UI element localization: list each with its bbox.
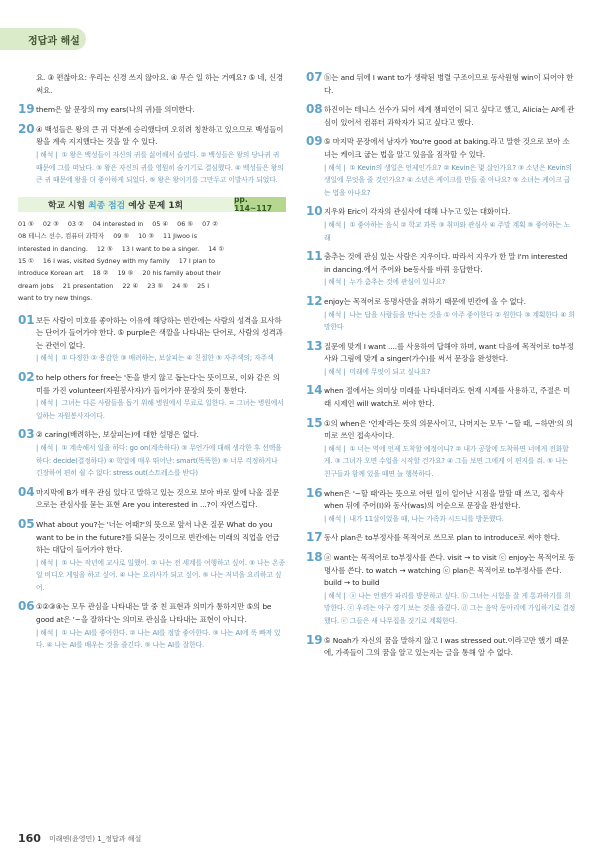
page-number: 160 xyxy=(18,832,41,845)
answer-key-cell: 06 ⑤ xyxy=(177,219,194,228)
translation-tag: | 해석 | xyxy=(36,150,58,159)
question-number: 11 xyxy=(306,249,323,264)
answer-key-cell: 11 Jiwoo is xyxy=(163,232,198,241)
answer-key-cell: 10 ③ xyxy=(138,232,155,241)
translation-note: | 해석 | 그녀는 다른 사람들을 돕기 위해 병원에서 무료로 일한다. = 그녀는 병원에서 일하는 자원봉사자이다. xyxy=(36,399,284,420)
answer-key-cell: 03 ② xyxy=(67,219,84,228)
translation-note: | 해석 | ① 좋아하는 음식 ② 학교 과목 ③ 취미와 관심사 ④ 주말 계획 ⑤ 좋아하는 노래 xyxy=(324,220,570,242)
answer-text: What about you?는 '너는 어때?'의 뜻으로 앞서 나온 질문 What do you want to be in the future?를 되묻는 것이므로 빈칸에는 미래의 직업을 언급하는 대답이 들어가야 한다. xyxy=(36,519,280,555)
translation-tag: | 해석 | xyxy=(36,443,58,452)
translation-note: | 해석 | ⓐ 나는 언젠가 파리를 방문하고 싶다. ⓑ 그녀는 시험을 잘 게 통과하기를 희망한다. ⓒ 우리는 야구 경기 보는 것을 즐겼다. ⓓ 그는 음악 동아리에 가입하기로 결정했다. ⓔ 그들은 새 나무집을 짓기로 계획한다. xyxy=(324,591,576,625)
question-number: 20 xyxy=(18,121,35,136)
answer-key-cell: 04 interested in xyxy=(92,219,144,228)
right-column xyxy=(306,72,576,667)
translation-tag: | 해석 | xyxy=(36,354,58,363)
answer-key-cell: introduce Korean art xyxy=(18,269,84,278)
answer-item xyxy=(306,136,576,199)
answer-item xyxy=(18,72,286,97)
answer-item xyxy=(306,552,576,628)
answer-text: ①의 when은 '언제'라는 뜻의 의문사이고, 나머지는 모두 '~할 때, ~하면'의 의미로 쓰인 접속사이다. xyxy=(324,418,573,441)
answer-item xyxy=(306,338,576,379)
answer-key-cell: 08 테니스 선수, 컴퓨터 과학자 xyxy=(18,232,105,241)
exam-section-title: 학교 시험 최종 점검 예상 문제 1회 xyxy=(48,200,183,211)
answer-key-cell: 09 ⑤ xyxy=(113,232,130,241)
answer-item xyxy=(306,251,576,289)
translation-tag: | 해석 | xyxy=(36,558,58,567)
answer-text: enjoy는 목적어로 동명사만을 취하기 때문에 빈칸에 올 수 없다. xyxy=(324,296,526,306)
question-number: 15 xyxy=(306,415,323,430)
answer-key-row xyxy=(18,230,286,242)
question-number: 03 xyxy=(18,427,35,442)
answer-key-row xyxy=(18,280,286,292)
answer-key-cell: 22 ④ xyxy=(122,281,139,290)
answer-key-cell: 23 ⑤ xyxy=(147,281,164,290)
question-number: 14 xyxy=(306,383,323,398)
answer-text: when은 '~할 때'라는 뜻으로 어떤 일이 일어난 시점을 말할 때 쓰고, 접속사 when 뒤에 주어(I)와 동사(was)의 어순으로 문장을 완성한다. xyxy=(324,488,564,511)
translation-tag: | 해석 | xyxy=(324,591,346,600)
question-number: 01 xyxy=(18,312,35,327)
question-number: 07 xyxy=(306,70,323,84)
answer-key xyxy=(18,218,286,305)
header-label: 정답과 해설 xyxy=(28,35,80,47)
answer-item xyxy=(18,601,286,651)
answer-key-cell: 01 ⑤ xyxy=(18,219,34,228)
question-number: 19 xyxy=(18,102,35,117)
answer-key-cell: 16 I was, visited Sydney with my family xyxy=(42,256,170,265)
translation-tag: | 해석 | xyxy=(324,220,346,229)
section-header-tab xyxy=(0,28,86,50)
answer-key-cell: 12 ⑤ xyxy=(96,244,113,253)
translation-note: | 해석 | ① 너는 역에 언제 도착할 예정이니? ② 내가 공항에 도착하면 너에게 전화할게. ③ 그녀가 오면 수업을 시작할 건가요? ④ 그들 보면 그에게 이 편지를 줘. ⑤ 나는 친구들과 함께 있을 때면 늘 행복하다. xyxy=(324,444,569,479)
answer-key-cell: dream jobs xyxy=(18,281,54,290)
answer-text: ② caring(배려하는, 보살피는)에 대한 설명은 없다. xyxy=(36,430,199,440)
translation-tag: | 해석 | xyxy=(324,444,346,453)
answer-key-cell: 05 ④ xyxy=(152,219,169,228)
answer-item xyxy=(18,516,286,595)
answer-text: 요. ③ 편찮아요: 우리는 신경 쓰지 않아요. ④ 무슨 일 하는 거예요? ⑤ 네, 신경 써요. xyxy=(36,73,284,95)
answer-key-cell: 24 ⑤ xyxy=(172,281,189,290)
question-number: 12 xyxy=(306,293,323,308)
answer-text: 동사 plan은 to부정사를 목적어로 쓰므로 plan to introduce로 써야 한다. xyxy=(324,533,560,543)
right-explanations xyxy=(306,72,576,660)
answer-item xyxy=(306,72,576,97)
answer-key-cell: 19 ⑤ xyxy=(117,269,134,278)
question-number: 19 xyxy=(306,632,323,647)
answer-item xyxy=(18,484,286,512)
question-number: 04 xyxy=(18,484,35,499)
question-number: 05 xyxy=(18,516,35,531)
translation-note: | 해석 | ① 나는 작년에 교사로 일했어. ② 나는 전 세계를 여행하고 싶어. ③ 나는 온종일 비디오 게임을 하고 싶어. ④ 나는 요리사가 되고 싶어. ⑤ 나는 저녁을 요리하고 싶어. xyxy=(36,558,285,592)
translation-note: | 해석 | ① 계속해서 일을 하다: go on(계속하다) ③ 무언가에 대해 생각한 후 선택을 하다: decide(결정하다) ④ 학업에 매우 뛰어난: smart(똑똑한) ⑤ 너무 걱정하거나 긴장하여 편히 쉴 수 없다: stress out(스트레스를 받다) xyxy=(36,443,282,478)
translation-tag: | 해석 | xyxy=(324,278,346,287)
translation-note: | 해석 | ① Kevin의 생일은 언제인가요? ② Kevin은 몇 살인가요? ③ 소년은 Kevin의 생일에 무엇을 줄 것인가요? ④ 소년은 케이크를 만들 줄 아나요? ⑤ 소녀는 케이크 굽는 법을 아나요? xyxy=(324,163,573,197)
answer-item xyxy=(18,429,286,479)
answer-key-row xyxy=(18,292,286,304)
answer-item xyxy=(18,369,286,422)
answer-item xyxy=(306,632,576,660)
answer-key-cell: 07 ② xyxy=(202,219,218,228)
answer-key-row xyxy=(18,243,286,255)
answer-text: ①②③④는 모두 관심을 나타내는 말 중 친 표현과 의미가 통하지만 ⑤의 be good at은 '~을 잘하다'는 의미로 관심을 나타내는 표현이 아니다. xyxy=(36,602,272,625)
answer-item xyxy=(306,385,576,410)
left-top-items xyxy=(18,72,286,187)
question-number: 09 xyxy=(306,134,323,149)
question-number: 17 xyxy=(306,530,323,545)
answer-text: ⓐ want는 목적어로 to부정사를 쓴다. visit → to visit ⓒ enjoy는 목적어로 동명사를 쓴다. to watch → watching ⓔ plan은 목적어로 to부정사를 쓴다. build → to build xyxy=(324,553,575,588)
translation-note: | 해석 | ① 다정한 ② 용감한 ③ 배려하는, 보살피는 ④ 친절한 ⑤ 자주색의; 자주색 xyxy=(36,354,274,363)
translation-note: | 해석 | 나는 답을 사람들을 만나는 것을 ① 아주 좋아한다 ② 원한다 ③ 계획한다 ④ 희망한다 xyxy=(324,310,575,332)
translation-tag: | 해석 | xyxy=(36,628,58,637)
answer-key-row xyxy=(18,255,286,267)
answer-text: 질문에 맞게 I want ....를 사용하여 답해야 하며, want 다음에 목적어로 to부정사와 그림에 맞게 a singer(가수)를 써서 문장을 완성한다. xyxy=(324,341,574,364)
answer-key-row xyxy=(18,267,286,279)
answer-text: 춤추는 것에 관심 있는 사람은 지우이다. 따라서 지우가 한 말 I'm interested in dancing.에서 주어와 be동사를 바꿔 응답한다. xyxy=(324,252,568,274)
left-explanations xyxy=(18,312,286,652)
answer-text: to help others for free는 '돈을 받지 않고 돕는다'는 뜻이므로, 이와 같은 의미를 가진 volunteer(자원봉사자)가 들어가야 문장의 뜻이 통한다. xyxy=(36,372,280,395)
left-column xyxy=(18,72,286,659)
answer-text: 마지막에 B가 배우 관심 있다고 말하고 있는 것으로 보아 바로 앞에 나올 질문으로는 관심사를 묻는 표현 Are you interested in ...?이 자연스럽다. xyxy=(36,487,280,510)
translation-note: | 해석 | 미래에 무엇이 되고 싶나요? xyxy=(324,367,431,376)
answer-key-cell: 17 I plan to xyxy=(178,256,216,265)
answer-key-cell: interested in dancing. xyxy=(18,244,88,253)
answer-key-row xyxy=(18,218,286,230)
answer-key-cell: 14 ① xyxy=(208,244,225,253)
answer-item xyxy=(306,293,576,334)
answer-key-cell: 20 his family about their xyxy=(142,269,221,278)
answer-item xyxy=(306,532,576,545)
question-number: 16 xyxy=(306,485,323,500)
answer-item xyxy=(306,485,576,526)
answer-item xyxy=(306,104,576,129)
page-footer xyxy=(18,832,141,845)
translation-note: | 해석 | 내가 11살이었을 때, 나는 가족과 시드니를 방문했다. xyxy=(324,514,504,523)
answer-key-cell: 13 I want to be a singer. xyxy=(121,244,200,253)
answer-item xyxy=(306,415,576,481)
answer-item xyxy=(306,206,576,244)
page-range-badge: pp. 114~117 xyxy=(234,197,286,212)
translation-note: | 해석 | ① 나는 AI를 좋아한다. ② 나는 AI를 정말 좋아한다. ③ 나는 AI에 푹 빠져 있다. ④ 나는 AI를 배우는 것을 즐긴다. ⑤ 나는 AI를 잘한다. xyxy=(36,628,281,650)
answer-text: 하진이는 테니스 선수가 되어 세계 챔피언이 되고 싶다고 했고, Alicia는 AI에 관심이 있어서 컴퓨터 과학자가 되고 싶다고 했다. xyxy=(324,105,575,127)
translation-note: | 해석 | 누가 춤추는 것에 관심이 있나요? xyxy=(324,278,446,287)
answer-text: 보든 사람이 미호를 좋아하는 이유에 해당하는 빈칸에는 사람의 성격을 묘사하는 단어가 들어가야 한다. ⑤ purple은 색깔을 나타내는 단어로, 사람의 성격과는 관련이 없다. xyxy=(36,315,283,350)
question-number: 13 xyxy=(306,338,323,353)
translation-note: | 해석 | ① 왕은 백성들이 자신의 귀를 싫어해서 슬펐다. ② 백성들은 왕의 당나귀 귀 때문에 그를 떠났다. ③ 왕은 자신의 귀를 영원히 숨기기로 결심했다. ④ 백성들은 왕의 큰 귀 때문에 왕을 더 좋아하게 되었다. ⑤ 왕은 왕이기를 그만두고 이발사가 되었다. xyxy=(36,150,284,185)
answer-key-cell: 18 ② xyxy=(92,269,109,278)
question-number: 08 xyxy=(306,102,323,117)
answer-text: 지우와 Eric이 각자의 관심사에 대해 나누고 있는 대화이다. xyxy=(324,207,511,217)
answer-key-cell: want to try new things. xyxy=(18,294,93,303)
answer-text: them은 앞 문장의 my ears(나의 귀)를 의미한다. xyxy=(36,105,195,115)
translation-tag: | 해석 | xyxy=(324,163,346,172)
answer-text: when 절에서는 의미상 미래를 나타내더라도 현재 시제를 사용하고, 주절은 미래 시제인 will watch로 써야 한다. xyxy=(324,386,571,409)
translation-tag: | 해석 | xyxy=(324,367,346,376)
translation-tag: | 해석 | xyxy=(324,514,346,523)
answer-text: ⓑ는 and 뒤에 I want to가 생략된 병렬 구조이므로 동사원형 win이 되어야 한다. xyxy=(324,73,574,95)
answer-key-cell: 21 presentation xyxy=(62,281,114,290)
answer-text: ④ 백성들은 왕의 큰 귀 덕분에 승리했다며 오히려 칭찬하고 있으므로 백성들이 왕을 계속 지지했다는 것을 알 수 있다. xyxy=(36,124,284,147)
translation-tag: | 해석 | xyxy=(36,399,58,408)
answer-item xyxy=(18,312,286,365)
question-number: 02 xyxy=(18,369,35,384)
answer-text: ⑤ 마지막 문장에서 남자가 You're good at baking.라고 말한 것으로 보아 소녀는 케이크 굽는 법을 알고 있음을 짐작할 수 있다. xyxy=(324,137,570,159)
answer-text: ⑤ Noah가 자신의 꿈을 말하지 않고 I was stressed out.이라고만 했기 때문에, 가족들이 그의 꿈을 알고 있는지는 글을 통해 알 수 없다. xyxy=(324,635,569,658)
answer-item xyxy=(18,121,286,187)
book-title: 미래엔(윤영민) 1_정답과 해설 xyxy=(48,834,142,843)
answer-key-cell: 02 ③ xyxy=(42,219,59,228)
question-number: 06 xyxy=(18,599,35,614)
question-number: 18 xyxy=(306,550,323,564)
translation-tag: | 해석 | xyxy=(324,310,346,319)
answer-item xyxy=(18,104,286,117)
answer-key-cell: 25 I xyxy=(197,281,210,290)
question-number: 10 xyxy=(306,204,323,219)
exam-section-bar xyxy=(18,197,286,212)
answer-key-cell: 15 ① xyxy=(18,256,34,265)
